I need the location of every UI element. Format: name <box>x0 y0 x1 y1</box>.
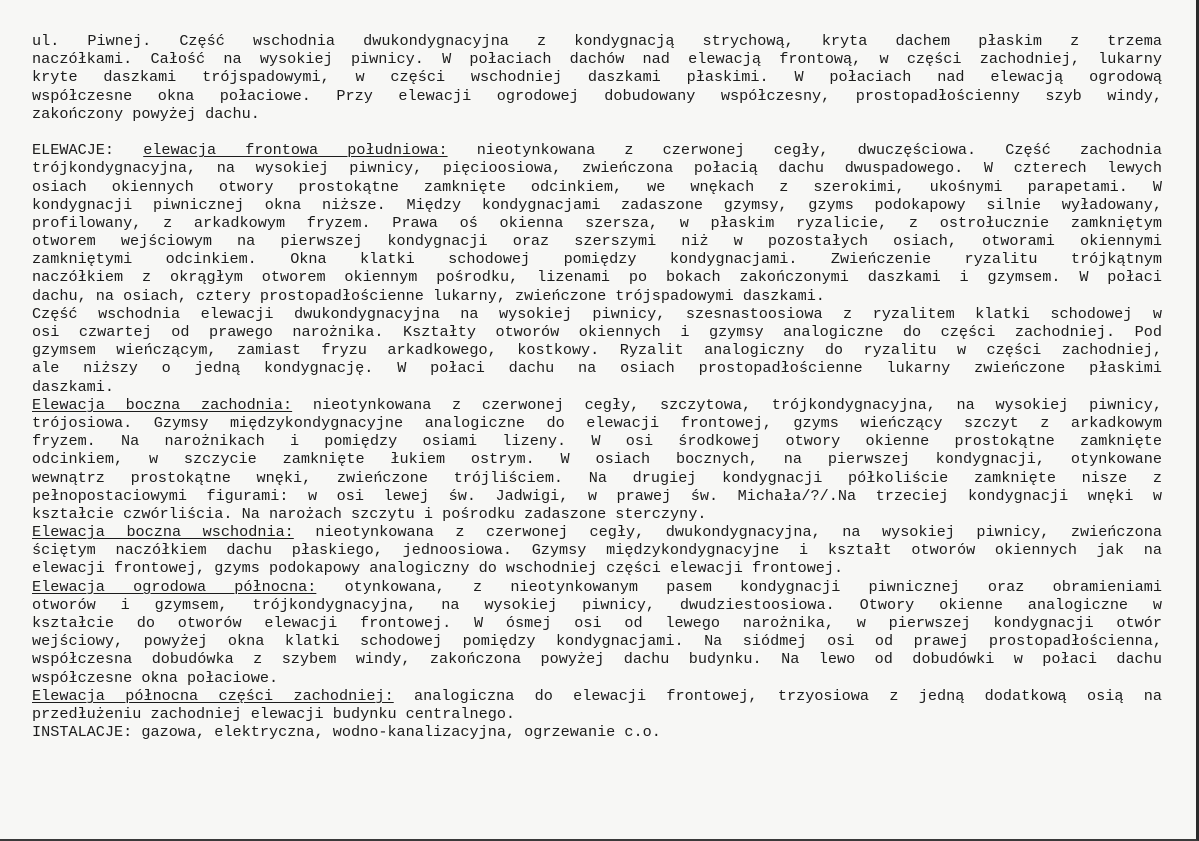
text-line <box>32 487 1162 505</box>
text-line <box>32 159 1162 177</box>
line-text: ul. Piwnej. Część wschodnia dwukondygnacyjna z kondygnacją strychową, kryta dachem płaskim z trzema <box>32 32 1162 50</box>
section-heading: elewacja frontowa południowa: <box>143 141 448 160</box>
line-text: wejściowy, powyżej okna klatki schodowej pomiędzy kondygnacjami. Na siódmej osi od prawej prostopadłościenna, <box>32 632 1162 651</box>
text-line <box>32 450 1162 468</box>
text-line <box>32 341 1162 359</box>
line-text: elewacji frontowej, gzyms podokapowy analogiczny do wschodniej części elewacji frontowej. <box>32 559 844 578</box>
line-text: kryte daszkami trójspadowymi, w części wschodniej daszkami płaskimi. W połaciach nad elewacją ogrodową <box>32 68 1162 87</box>
blank-line <box>32 123 1162 141</box>
line-text: nieotynkowana z czerwonej cegły, dwukondygnacyjna, na wysokiej piwnicy, zwieńczona <box>293 523 1162 542</box>
line-text: INSTALACJE: gazowa, elektryczna, wodno-kanalizacyjna, ogrzewanie c.o. <box>32 723 661 742</box>
text-line <box>32 596 1162 614</box>
line-text: gzymsem wieńczącym, zamiast fryzu arkadkowego, kostkowy. Ryzalit analogiczny do ryzalitu w części zachodniej, <box>32 341 1162 360</box>
line-text: nieotynkowana z czerwonej cegły, dwuczęściowa. Część zachodnia <box>447 141 1162 160</box>
line-text: kształcie do otworów elewacji frontowej. W ósmej osi od lewego narożnika, w pierwszej kondygnacji otwór <box>32 614 1162 632</box>
text-line <box>32 687 1162 705</box>
text-line <box>32 578 1162 596</box>
line-text: kształcie czwórliścia. Na narożach szczytu i pośrodku zadaszone sterczyny. <box>32 504 707 523</box>
text-line <box>32 559 1162 577</box>
text-line <box>32 523 1162 541</box>
line-text: zakończony powyżej dachu. <box>32 104 260 123</box>
line-text: dachu, na osiach, cztery prostopadłościenne lukarny, zwieńczone trójspadowymi daszkami. <box>32 286 825 305</box>
text-line <box>32 305 1162 323</box>
text-line <box>32 614 1162 632</box>
text-line <box>32 432 1162 450</box>
text-line <box>32 414 1162 432</box>
text-line <box>32 323 1162 341</box>
section-label: ELEWACJE: <box>32 141 144 160</box>
line-text: kondygnacji piwnicznej okna niższe. Między kondygnacjami zadaszone gzymsy, gzyms podokapowy silnie wyładowany, <box>32 195 1162 214</box>
text-line <box>32 214 1162 232</box>
text-line <box>32 705 1162 723</box>
document-text <box>32 32 1162 741</box>
text-line <box>32 669 1162 687</box>
text-line <box>32 196 1162 214</box>
line-text: otworów i gzymsem, trójkondygnacyjna, na wysokiej piwnicy, dwudziestoosiowa. Otwory okienne analogiczne w <box>32 595 1162 614</box>
section-heading: Elewacja boczna wschodnia: <box>32 523 294 542</box>
line-text: naczółkami. Całość na wysokiej piwnicy. W połaciach dachów nad elewacją frontową, w części zachodniej, lukarny <box>32 50 1162 69</box>
text-line <box>32 723 1162 741</box>
line-text: fryzem. Na narożnikach i pomiędzy osiami lizeny. W osi środkowej otwory okienne prostokątne zamknięte <box>32 432 1162 451</box>
text-line <box>32 632 1162 650</box>
line-text: daszkami. <box>32 377 115 396</box>
text-line <box>32 359 1162 377</box>
section-heading: Elewacja boczna zachodnia: <box>32 395 293 414</box>
line-text: zamkniętymi odcinkiem. Okna klatki schodowej pomiędzy kondygnacjami. Zwieńczenie ryzalitu trójkątnym <box>32 250 1162 269</box>
text-line <box>32 105 1162 123</box>
line-text: profilowany, z arkadkowym fryzem. Prawa oś okienna szersza, w płaskim ryzalicie, z ostrołucznie zamkniętym <box>32 213 1162 232</box>
text-line <box>32 396 1162 414</box>
text-line <box>32 650 1162 668</box>
text-line <box>32 141 1162 159</box>
line-text: współczesne okna połaciowe. <box>32 668 279 687</box>
text-line <box>32 268 1162 286</box>
section-heading: Elewacja ogrodowa północna: <box>32 577 317 596</box>
line-text: otworem wejściowym na pierwszej kondygnacji oraz szerszymi niż w pozostałych osiach, otworami okiennymi <box>32 232 1162 251</box>
line-text: ściętym naczółkiem dachu płaskiego, jednoosiowa. Gzymsy międzykondygnacyjne i kształt otworów okiennych jak na <box>32 541 1162 560</box>
line-text: Część wschodnia elewacji dwukondygnacyjna na wysokiej piwnicy, szesnastoosiowa z ryzalitem klatki schodowej w <box>32 304 1162 323</box>
line-text: trójkondygnacyjna, na wysokiej piwnicy, pięcioosiowa, zwieńczona połacią dachu dwuspadowego. W czterech lewych <box>32 159 1162 178</box>
text-line <box>32 87 1162 105</box>
text-line <box>32 50 1162 68</box>
line-text: osi czwartej od prawego narożnika. Kształty otworów okiennych i gzymsy analogiczne do części zachodniej. Pod <box>32 323 1162 341</box>
text-line <box>32 541 1162 559</box>
line-text: analogiczna do elewacji frontowej, trzyosiowa z jedną dodatkową osią na <box>393 686 1162 705</box>
line-text: naczółkiem z okrągłym otworem okiennym pośrodku, lizenami po bokach zakończonymi daszkami i gzymsem. W połaci <box>32 268 1162 287</box>
line-text: pełnopostaciowymi figurami: w osi lewej św. Jadwigi, w prawej św. Michała/?/.Na trzeciej kondygnacji wnęki w <box>32 486 1162 505</box>
line-text: współczesna dobudówka z szybem windy, zakończona powyżej dachu budynku. Na lewo od dobudówki w połaci dachu <box>32 650 1162 669</box>
line-text: odcinkiem, w szczycie zamknięte łukiem ostrym. W osiach bocznych, na pierwszej kondygnacji, otynkowane <box>32 450 1162 469</box>
line-text: współczesne okna połaciowe. Przy elewacji ogrodowej dobudowany współczesny, prostopadłościenny szyb windy, <box>32 86 1162 105</box>
text-line <box>32 178 1162 196</box>
text-line <box>32 505 1162 523</box>
line-text: nieotynkowana z czerwonej cegły, szczytowa, trójkondygnacyjna, na wysokiej piwnicy, <box>292 395 1162 414</box>
text-line <box>32 469 1162 487</box>
text-line <box>32 232 1162 250</box>
line-text: otynkowana, z nieotynkowanym pasem kondygnacji piwnicznej oraz obramieniami <box>316 577 1162 596</box>
text-line <box>32 68 1162 86</box>
line-text: wewnątrz prostokątne wnęki, zwieńczone trójliściem. Na drugiej kondygnacji półkoliście zamknięte nisze z <box>32 468 1162 487</box>
line-text: trójosiowa. Gzymsy międzykondygnacyjne analogiczne do elewacji frontowej, gzyms wieńczący szczyt z arkadkowym <box>32 413 1162 432</box>
text-line <box>32 287 1162 305</box>
section-heading: Elewacja północna części zachodniej: <box>32 686 394 705</box>
line-text: przedłużeniu zachodniej elewacji budynku centralnego. <box>32 704 516 723</box>
line-text: ale niższy o jedną kondygnację. W połaci dachu na osiach prostopadłościenne lukarny zwieńczone płaskimi <box>32 359 1162 378</box>
text-line <box>32 378 1162 396</box>
text-line <box>32 32 1162 50</box>
line-text: osiach okiennych otwory prostokątne zamknięte odcinkiem, we wnękach z szerokimi, ukośnymi parapetami. W <box>32 177 1162 196</box>
text-line <box>32 250 1162 268</box>
